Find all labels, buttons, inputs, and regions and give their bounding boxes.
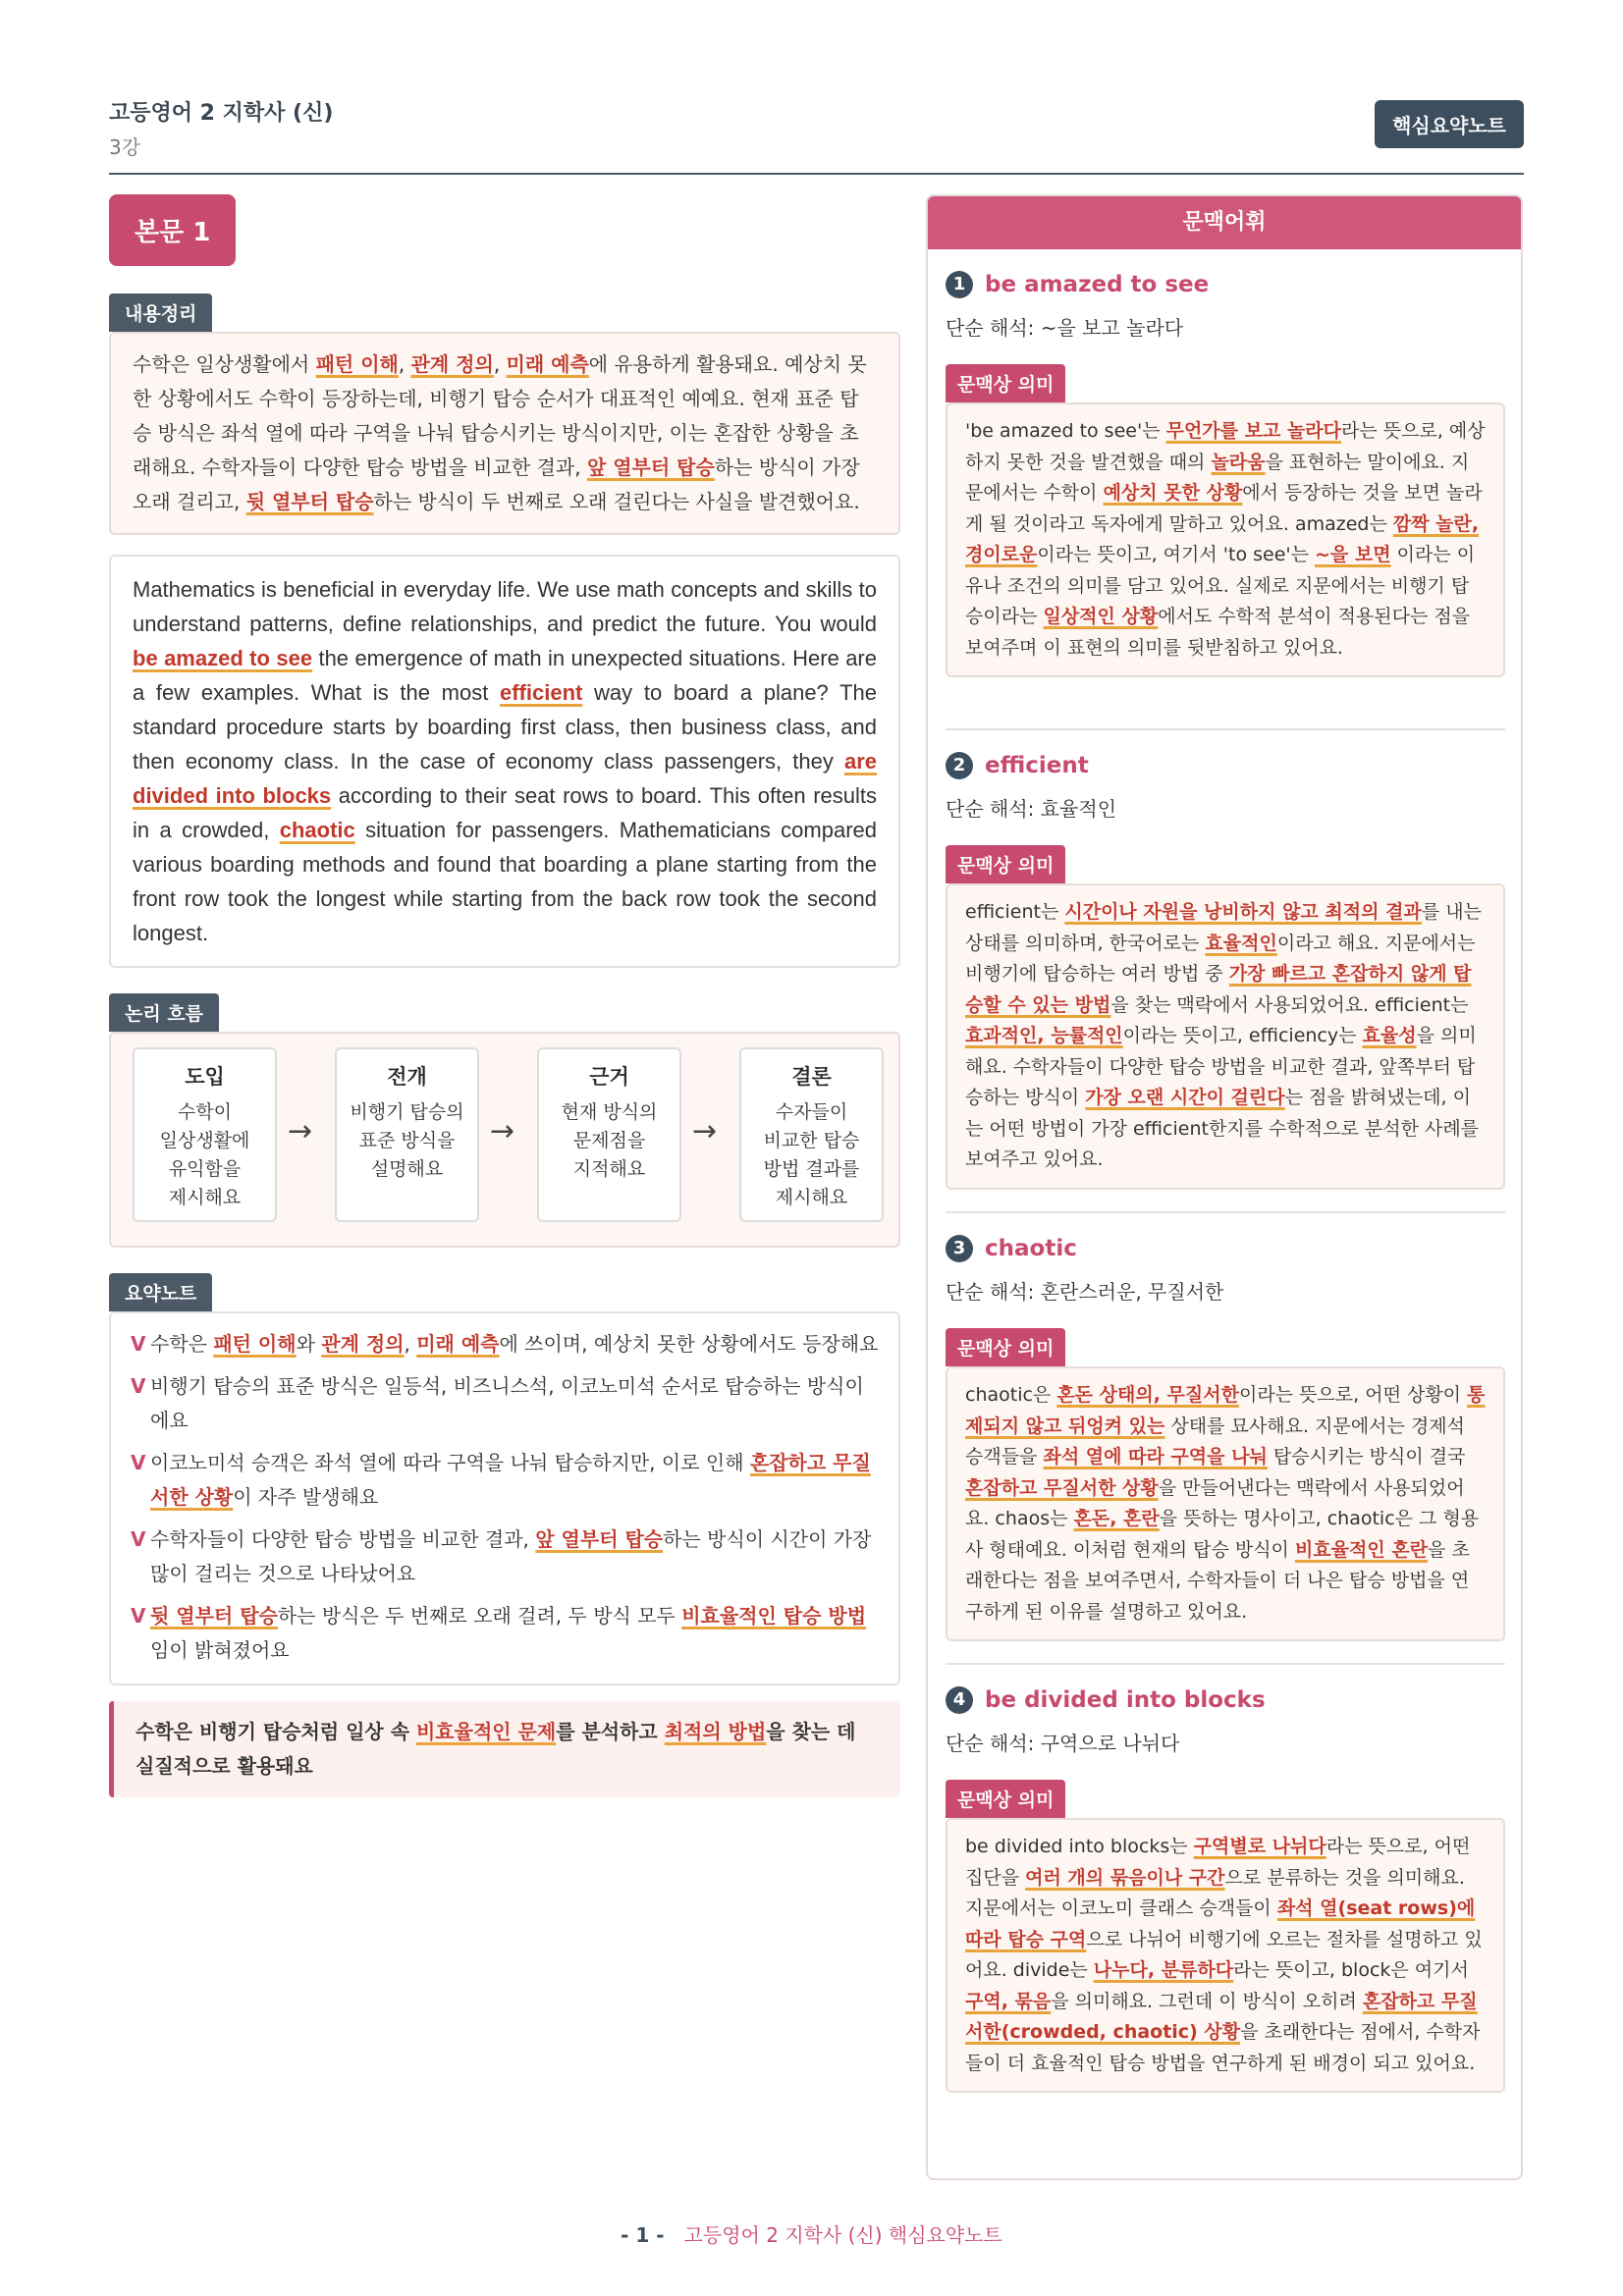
context-box: chaotic은 혼돈 상태의, 무질서한이라는 뜻으로, 어떤 상황이 통제되지 않고 뒤엉켜 있는 상태를 묘사해요. 지문에서는 경제석 승객들을 좌석 열에 따라 구역을 나눠 탑승시키는 방식이 결국 혼잡하고 무질서한 상황을 만들어낸다는 맥락에서 사용되었어요. chaos는 혼돈, 혼란을 뜻하는 명사이고, chaotic은 그 형용사 형태예요. 이처럼 현재의 탑승 방식이 비효율적인 혼란을 초래한다는 점을 보여주면서, 수학자들이 더 나은 탑승 방법을 연구하게 된 이유를 설명하고 있어요. xyxy=(946,1366,1505,1641)
simple-label: 단순 해석: xyxy=(946,316,1041,340)
simple-label: 단순 해석: xyxy=(946,1280,1041,1304)
flow-step-head: 근거 xyxy=(589,1065,629,1089)
flow-arrow: → xyxy=(288,1114,313,1148)
highlight-phrase: 앞 열부터 탑승 xyxy=(535,1527,664,1551)
highlight-phrase: 통제되지 않고 뒤엉켜 있는 xyxy=(965,1384,1486,1437)
flow-arrow: → xyxy=(692,1114,718,1148)
vocab-term: be divided into blocks xyxy=(985,1687,1266,1713)
flow-step-head: 결론 xyxy=(791,1065,832,1089)
check-mark-icon: V xyxy=(131,1451,146,1474)
check-mark-icon: V xyxy=(131,1604,146,1628)
highlight-phrase: 예상치 못한 상황 xyxy=(1103,482,1243,504)
highlight-phrase: 최적의 방법 xyxy=(664,1720,767,1743)
highlight-phrase: 효과적인, 능률적인 xyxy=(965,1025,1123,1046)
note-text: 수학은 패턴 이해와 관계 정의, 미래 예측에 쓰이며, 예상치 못한 상황에서도 등장해요 xyxy=(150,1332,879,1356)
vocab-term: be amazed to see xyxy=(985,272,1210,297)
highlight-phrase: chaotic xyxy=(279,818,355,842)
footer-book-title: 고등영어 2 지학사 (신) 핵심요약노트 xyxy=(683,2223,1002,2247)
context-tag: 문맥상 의미 xyxy=(946,845,1065,883)
simple-meaning: 혼란스러운, 무질서한 xyxy=(1040,1280,1224,1304)
left-column xyxy=(109,194,900,1797)
flow-step-evidence xyxy=(537,1047,681,1222)
highlight-phrase: 구역, 묶음 xyxy=(965,1990,1052,2012)
highlight-phrase: 비효율적인 혼란 xyxy=(1294,1538,1429,1561)
highlight-phrase: 혼돈, 혼란 xyxy=(1073,1508,1160,1529)
note-item xyxy=(131,1327,879,1362)
flow-step-conclusion xyxy=(739,1047,884,1222)
vocab-simple xyxy=(946,1276,1505,1305)
highlight-phrase: 앞 열부터 탑승 xyxy=(586,455,715,479)
simple-meaning: 구역으로 나뉘다 xyxy=(1040,1732,1180,1755)
note-item xyxy=(131,1599,879,1668)
vocab-number: 1 xyxy=(946,271,973,298)
highlight-phrase: 미래 예측 xyxy=(506,352,589,376)
simple-label: 단순 해석: xyxy=(946,1732,1041,1755)
highlight-phrase: 놀라움 xyxy=(1211,451,1266,473)
highlight-phrase: 무언가를 보고 놀라다 xyxy=(1165,420,1342,442)
highlight-phrase: 관계 정의 xyxy=(410,352,494,376)
vocab-item xyxy=(946,271,1505,677)
highlight-phrase: are divided into blocks xyxy=(133,749,877,808)
note-text: 비행기 탑승의 표준 방식은 일등석, 비즈니스석, 이코노미석 순서로 탑승하는 방식이에요 xyxy=(150,1374,864,1432)
highlight-phrase: 깜짝 놀란, 경이로운 xyxy=(965,512,1480,565)
vocab-simple xyxy=(946,1728,1505,1756)
note-text: 이코노미석 승객은 좌석 열에 따라 구역을 나눠 탑승하지만, 이로 인해 혼잡하고 무질서한 상황이 자주 발생해요 xyxy=(150,1451,871,1509)
highlight-phrase: 혼잡하고 무질서한(crowded, chaotic) 상황 xyxy=(965,1990,1478,2043)
highlight-phrase: 혼잡하고 무질서한 상황 xyxy=(150,1451,871,1509)
context-tag: 문맥상 의미 xyxy=(946,1780,1065,1818)
page-header xyxy=(109,94,1524,175)
context-box: efficient는 시간이나 자원을 낭비하지 않고 최적의 결과를 내는 상태를 의미하며, 한국어로는 효율적인이라고 해요. 지문에서는 비행기에 탑승하는 여러 방법 중 가장 빠르고 혼잡하지 않게 탑승할 수 있는 방법을 찾는 맥락에서 사용되었어요. efficient는 효과적인, 능률적인이라는 뜻이고, efficiency는 효율성을 의미해요. 수학자들이 다양한 탑승 방법을 비교한 결과, 앞쪽부터 탑승하는 방식이 가장 오랜 시간이 걸린다는 점을 밝혀냈는데, 이는 어떤 방법이 가장 efficient한지를 수학적으로 분석한 사례를 보여주고 있어요. xyxy=(946,883,1505,1190)
context-tag: 문맥상 의미 xyxy=(946,1328,1065,1366)
vocab-divider xyxy=(946,728,1505,730)
note-text: 뒷 열부터 탑승하는 방식은 두 번째로 오래 걸려, 두 방식 모두 비효율적인 탑승 방법임이 밝혀졌어요 xyxy=(150,1604,867,1662)
highlight-phrase: 패턴 이해 xyxy=(315,352,399,376)
notes-tag: 요약노트 xyxy=(109,1273,212,1311)
highlight-phrase: 효율적인 xyxy=(1205,932,1277,954)
highlight-phrase: 뒷 열부터 탑승 xyxy=(150,1604,278,1628)
vocab-item xyxy=(946,1235,1505,1641)
highlight-phrase: ~을 보면 xyxy=(1315,544,1391,565)
note-item xyxy=(131,1369,879,1438)
vocab-title xyxy=(946,1235,1505,1262)
vocab-simple xyxy=(946,312,1505,341)
simple-meaning: ~을 보고 놀라다 xyxy=(1040,316,1184,340)
context-tag: 문맥상 의미 xyxy=(946,364,1065,402)
context-box: be divided into blocks는 구역별로 나뉘다라는 뜻으로, 어떤 집단을 여러 개의 묶음이나 구간으로 분류하는 것을 의미해요. 지문에서는 이코노미 클래스 승객들이 좌석 열(seat rows)에 따라 탑승 구역으로 나뉘어 비행기에 오르는 절차를 설명하고 있어요. divide는 나누다, 분류하다라는 뜻이고, block은 여기서 구역, 묶음을 의미해요. 그런데 이 방식이 오히려 혼잡하고 무질서한(crowded, chaotic) 상황을 초래한다는 점에서, 수학자들이 더 효율적인 탑승 방법을 연구하게 된 배경이 되고 있어요. xyxy=(946,1818,1505,2093)
check-mark-icon: V xyxy=(131,1527,146,1551)
flow-step-body: 수학이 일상생활에 유익함을 제시해요 xyxy=(159,1101,250,1208)
highlight-phrase: 나누다, 분류하다 xyxy=(1093,1959,1234,1981)
note-item xyxy=(131,1522,879,1591)
flow-step-development xyxy=(335,1047,479,1222)
notes-box xyxy=(109,1311,900,1685)
vocab-item xyxy=(946,752,1505,1190)
vocab-simple xyxy=(946,793,1505,822)
note-item xyxy=(131,1446,879,1515)
flow-arrow: → xyxy=(490,1114,515,1148)
flow-step-body: 수자들이 비교한 탑승 방법 결과를 제시해요 xyxy=(763,1101,860,1208)
highlight-phrase: 미래 예측 xyxy=(416,1332,500,1356)
highlight-phrase: 관계 정의 xyxy=(321,1332,405,1356)
context-box: 'be amazed to see'는 무언가를 보고 놀라다라는 뜻으로, 예상하지 못한 것을 발견했을 때의 놀라움을 표현하는 말이에요. 지문에서는 수학이 예상치 못한 상황에서 등장하는 것을 보면 놀라게 될 것이라고 독자에게 말하고 있어요. amazed는 깜짝 놀란, 경이로운이라는 뜻이고, 여기서 'to see'는 ~을 보면 이라는 이유나 조건의 의미를 담고 있어요. 실제로 지문에서는 비행기 탑승이라는 일상적인 상황에서도 수학적 분석이 적용된다는 점을 보여주며 이 표현의 의미를 뒷받침하고 있어요. xyxy=(946,402,1505,677)
simple-label: 단순 해석: xyxy=(946,797,1041,821)
vocab-item xyxy=(946,1686,1505,2093)
flow-step-body: 현재 방식의 문제점을 지적해요 xyxy=(561,1101,658,1180)
simple-meaning: 효율적인 xyxy=(1040,797,1117,821)
highlight-phrase: efficient xyxy=(500,680,583,705)
summary-box: 수학은 일상생활에서 패턴 이해, 관계 정의, 미래 예측에 유용하게 활용돼요. 예상치 못한 상황에서도 수학이 등장하는데, 비행기 탑승 순서가 대표적인 예예요. 현재 표준 탑승 방식은 좌석 열에 따라 구역을 나눠 탑승시키는 방식이지만, 이는 혼잡한 상황을 초래해요. 수학자들이 다양한 탑승 방법을 비교한 결과, 앞 열부터 탑승하는 방식이 가장 오래 걸리고, 뒷 열부터 탑승하는 방식이 두 번째로 오래 걸린다는 사실을 발견했어요. xyxy=(109,332,900,535)
highlight-phrase: 패턴 이해 xyxy=(213,1332,297,1356)
highlight-phrase: 비효율적인 문제 xyxy=(415,1720,557,1743)
highlight-phrase: 일상적인 상황 xyxy=(1043,606,1159,627)
highlight-phrase: 시간이나 자원을 낭비하지 않고 최적의 결과 xyxy=(1064,901,1422,923)
highlight-phrase: 구역별로 나뉘다 xyxy=(1193,1836,1326,1857)
highlight-phrase: 좌석 열에 따라 구역을 나눠 xyxy=(1043,1446,1268,1468)
vocab-header: 문맥어휘 xyxy=(928,196,1521,249)
check-mark-icon: V xyxy=(131,1374,146,1398)
vocab-number: 3 xyxy=(946,1235,973,1262)
flow-step-head: 전개 xyxy=(387,1065,427,1089)
lesson-label: 3강 xyxy=(109,135,141,159)
highlight-phrase: 여러 개의 묶음이나 구간 xyxy=(1025,1866,1225,1889)
flow-box xyxy=(109,1032,900,1248)
highlight-phrase: 좌석 열(seat rows)에 따라 탑승 구역 xyxy=(965,1897,1476,1950)
page-number: - 1 - xyxy=(621,2223,665,2247)
vocab-panel xyxy=(926,194,1523,2180)
highlight-phrase: 혼잡하고 무질서한 상황 xyxy=(965,1476,1159,1499)
vocab-term: chaotic xyxy=(985,1236,1077,1261)
key-point-box: 수학은 비행기 탑승처럼 일상 속 비효율적인 문제를 분석하고 최적의 방법을 찾는 데 실질적으로 활용돼요 xyxy=(109,1701,900,1797)
highlight-phrase: 혼돈 상태의, 무질서한 xyxy=(1056,1384,1239,1406)
note-text: 수학자들이 다양한 탑승 방법을 비교한 결과, 앞 열부터 탑승하는 방식이 시간이 가장 많이 걸리는 것으로 나타났어요 xyxy=(150,1527,872,1585)
vocab-number: 4 xyxy=(946,1686,973,1714)
flow-step-head: 도입 xyxy=(185,1065,225,1089)
book-title: 고등영어 2 지학사 (신) xyxy=(109,101,334,126)
highlight-phrase: 뒷 열부터 탑승 xyxy=(245,490,374,513)
flow-step-body: 비행기 탑승의 표준 방식을 설명해요 xyxy=(350,1101,464,1180)
flow-step-intro xyxy=(133,1047,277,1222)
vocab-title xyxy=(946,1686,1505,1714)
summary-note-badge: 핵심요약노트 xyxy=(1375,100,1524,148)
vocab-title xyxy=(946,271,1505,298)
vocab-term: efficient xyxy=(985,753,1089,778)
passage-box: Mathematics is beneficial in everyday life. We use math concepts and skills to understand patterns, define relationships, and predict the future. You would be amazed to see the emergence of math in unexpected situations. Here are a few examples. What is the most efficient way to board a plane? The standard procedure starts by boarding first class, then business class, and then economy class. In the case of economy class passengers, they are divided into blocks according to their seat rows to board. This often results in a crowded, chaotic situation for passengers. Mathematicians compared various boarding methods and found that boarding a plane starting from the front row took the longest while starting from the back row took the second longest. xyxy=(109,555,900,968)
section-label: 본문 1 xyxy=(109,194,236,266)
highlight-phrase: be amazed to see xyxy=(133,646,313,670)
vocab-divider xyxy=(946,1663,1505,1665)
summary-tag: 내용정리 xyxy=(109,294,212,332)
highlight-phrase: 가장 오랜 시간이 걸린다 xyxy=(1085,1087,1285,1108)
page-footer xyxy=(0,2219,1623,2248)
highlight-phrase: 효율성 xyxy=(1362,1025,1417,1046)
check-mark-icon: V xyxy=(131,1332,146,1356)
highlight-phrase: 가장 빠르고 혼잡하지 않게 탑승할 수 있는 방법 xyxy=(965,963,1472,1016)
highlight-phrase: 비효율적인 탑승 방법 xyxy=(681,1604,867,1628)
vocab-divider xyxy=(946,1211,1505,1213)
vocab-number: 2 xyxy=(946,752,973,779)
vocab-title xyxy=(946,752,1505,779)
flow-tag: 논리 흐름 xyxy=(109,993,219,1032)
